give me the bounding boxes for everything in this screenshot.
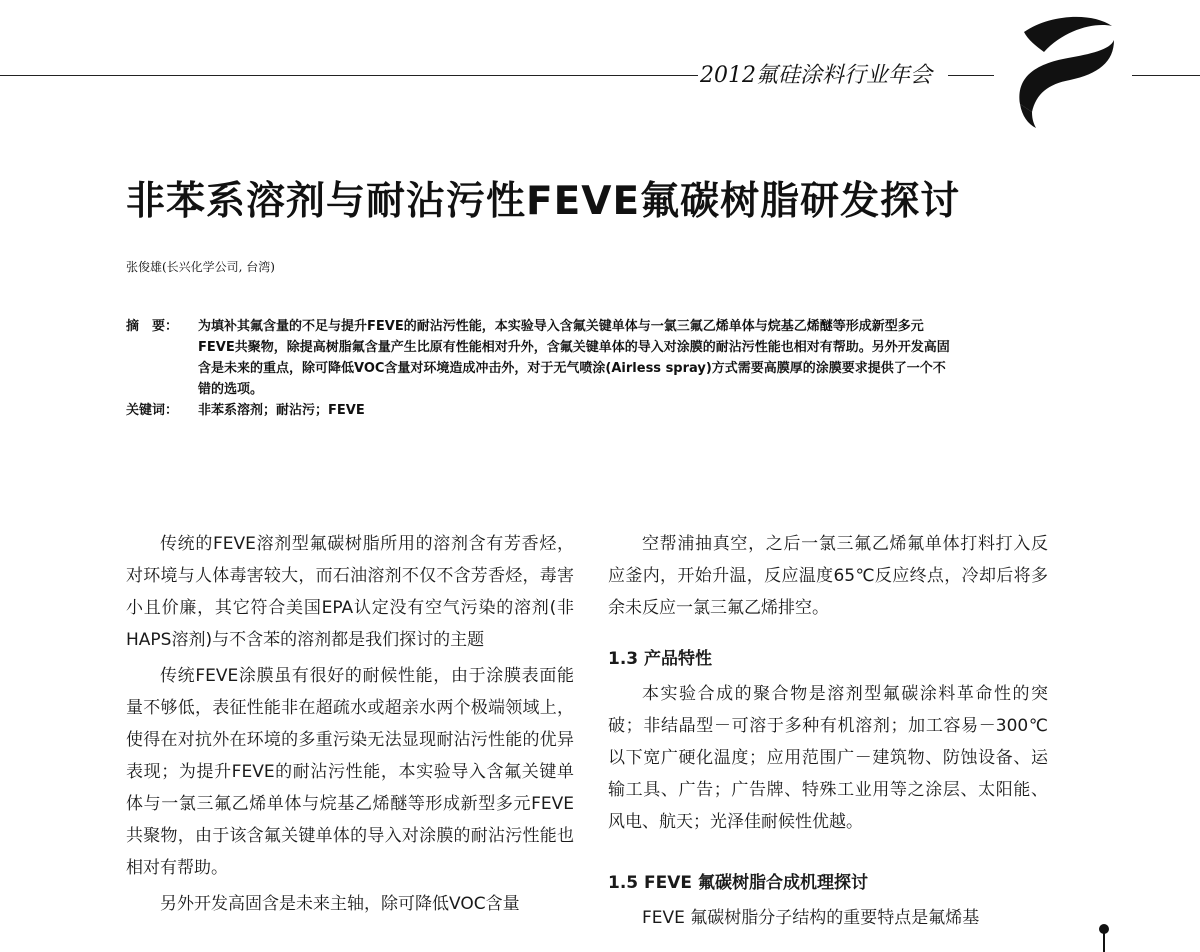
header-rule-right [1132, 75, 1200, 76]
header-rule-mid [948, 75, 994, 76]
left-paragraph-2: 传统FEVE涂膜虽有很好的耐候性能，由于涂膜表面能量不够低，表征性能非在超疏水或超亲水两个极端领域上，使得在对抗外在环境的多重污染无法显现耐沾污性能的优异表现；为提升FEVE的耐沾污性能，本实验导入含氟关键单体与一氯三氟乙烯单体与烷基乙烯醚等形成新型多元FEVE共聚物，由于该含氟关键单体的导入对涂膜的耐沾污性能也相对有帮助。 [126, 666, 574, 878]
paper-author: 张俊雄(长兴化学公司, 台湾) [126, 260, 275, 274]
keywords-label: 关键词： [126, 403, 179, 418]
abstract-label: 摘 要： [126, 319, 179, 334]
left-paragraph-1: 传统的FEVE溶剂型氟碳树脂所用的溶剂含有芳香烃，对环境与人体毒害较大，而石油溶剂不仅不含芳香烃，毒害小且价廉，其它符合美国EPA认定没有空气污染的溶剂(非HAPS溶剂)与不含苯的溶剂都是我们探讨的主题 [126, 534, 574, 650]
section-heading-1-5: 1.5 FEVE 氟碳树脂合成机理探讨 [608, 873, 868, 893]
abstract-text: 为填补其氟含量的不足与提升FEVE的耐沾污性能，本实验导入含氟关键单体与一氯三氟乙烯单体与烷基乙烯醚等形成新型多元FEVE共聚物，除提高树脂氟含量产生比原有性能相对升外，含氟关键单体的导入对涂膜的耐沾污性能也相对有帮助。另外开发高固含是未来的重点，除可降低VOC含量对环境造成冲击外，对于无气喷涂(Airless spray)方式需要高膜厚的涂膜要求提供了一个不错的选项。 [198, 319, 950, 397]
section-heading-1-3: 1.3 产品特性 [608, 649, 713, 669]
abstract-block [126, 316, 956, 421]
paper-title: 非苯系溶剂与耐沾污性FEVE氟碳树脂研发探讨 [126, 179, 961, 224]
left-paragraph-3: 另外开发高固含是未来主轴，除可降低VOC含量 [160, 894, 520, 914]
margin-marker-stem [1103, 932, 1105, 952]
right-paragraph-1: 空帮浦抽真空，之后一氯三氟乙烯氟单体打料打入反应釜内，开始升温，反应温度65℃反应终点，冷却后将多余未反应一氯三氟乙烯排空。 [608, 534, 1048, 618]
right-paragraph-2: 本实验合成的聚合物是溶剂型氟碳涂料革命性的突破；非结晶型－可溶于多种有机溶剂；加工容易－300℃以下宽广硬化温度；应用范围广－建筑物、防蚀设备、运输工具、广告；广告牌、特殊工业用等之涂层、太阳能、风电、航天；光泽佳耐候性优越。 [608, 684, 1048, 832]
keywords-text: 非苯系溶剂；耐沾污；FEVE [198, 403, 365, 418]
fluorine-swoosh-logo [1010, 12, 1120, 130]
header-rule-left [0, 75, 698, 76]
right-paragraph-3: FEVE 氟碳树脂分子结构的重要特点是氟烯基 [642, 908, 980, 928]
conference-header: 2012氟硅涂料行业年会 [700, 63, 932, 88]
body-column-right [608, 528, 1048, 938]
body-column-left [126, 528, 574, 924]
